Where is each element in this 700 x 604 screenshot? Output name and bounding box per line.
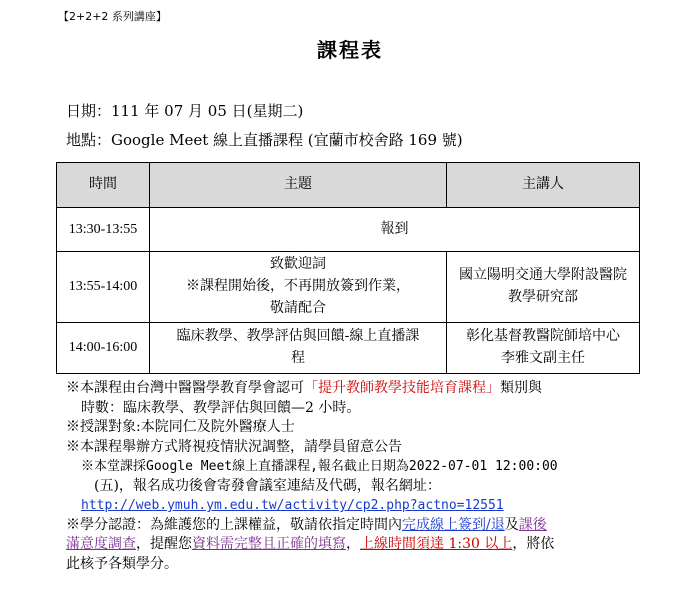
note-registration-cont: (五)，報名成功後會寄發會議室連結及代碼，報名網址： bbox=[94, 477, 441, 494]
speaker-line: 彰化基督教醫院師培中心 bbox=[466, 328, 620, 345]
note-text: ※學分認證：為維護您的上課權益，敬請依指定時間內 bbox=[66, 516, 402, 533]
note-audience: ※授課對象:本院同仁及院外醫療人士 bbox=[66, 419, 295, 435]
registration-link[interactable]: http://web.ymuh.ym.edu.tw/activity/cp2.php?actno=12551 bbox=[81, 498, 504, 513]
survey-link-cont[interactable]: 滿意度調查 bbox=[66, 536, 136, 552]
header-time: 時間 bbox=[57, 163, 150, 208]
course-category-highlight: 「提升教師教學技能培育課程」 bbox=[304, 380, 500, 396]
schedule-table bbox=[56, 162, 640, 374]
note-text: ※本課程由台灣中醫醫學教育學會認可 bbox=[66, 380, 304, 396]
topic-line: ※課程開始後，不再開放簽到作業， bbox=[186, 278, 410, 295]
sign-in-link[interactable]: 完成線上簽到/退 bbox=[402, 516, 505, 533]
online-time-highlight: 上線時間須達 1:30 以上 bbox=[360, 536, 513, 552]
topic-line: 臨床教學、教學評估與回饋-線上直播課 bbox=[176, 328, 420, 345]
note-registration: ※本堂課採Google Meet線上直播課程,報名截止日期為2022-07-01 12:00:00 bbox=[81, 459, 558, 474]
table-row bbox=[57, 323, 640, 374]
page-title: 課程表 bbox=[317, 38, 383, 62]
note-text: ，將依 bbox=[512, 536, 555, 552]
survey-link[interactable]: 課後 bbox=[518, 516, 547, 533]
speaker-line: 國立陽明交通大學附設醫院 bbox=[459, 267, 627, 284]
note-text: 及 bbox=[504, 516, 519, 533]
speaker-line: 教學研究部 bbox=[508, 289, 578, 305]
note-adjustment: ※本課程舉辦方式將視疫情狀況調整，請學員留意公告 bbox=[66, 438, 402, 455]
note-credit-end: 此核予各類學分。 bbox=[66, 555, 178, 572]
data-complete-highlight: 資料需完整且正確的填寫 bbox=[192, 536, 346, 552]
header-speaker: 主講人 bbox=[447, 163, 640, 208]
note-text: ，提醒您 bbox=[136, 536, 192, 552]
note-accreditation bbox=[66, 379, 666, 399]
row-time: 14:00-16:00 bbox=[57, 323, 150, 374]
course-date: 日期：111 年 07 月 05 日(星期二) bbox=[66, 102, 304, 120]
header-topic: 主題 bbox=[150, 163, 447, 208]
row-speaker bbox=[447, 252, 640, 323]
series-label: 【2+2+2 系列講座】 bbox=[58, 10, 167, 23]
row-topic bbox=[150, 252, 447, 323]
note-text: 類別與 bbox=[500, 380, 542, 396]
note-text: ， bbox=[346, 536, 360, 552]
note-credit bbox=[66, 516, 666, 536]
row-topic: 報到 bbox=[150, 208, 640, 252]
row-time: 13:55-14:00 bbox=[57, 252, 150, 323]
speaker-line: 李雅文副主任 bbox=[501, 350, 585, 366]
table-row bbox=[57, 208, 640, 252]
note-credit-cont bbox=[66, 535, 666, 555]
row-time: 13:30-13:55 bbox=[57, 208, 150, 252]
course-location: 地點：Google Meet 線上直播課程 (宜蘭市校舍路 169 號) bbox=[66, 131, 463, 149]
topic-line: 程 bbox=[291, 350, 305, 366]
row-topic bbox=[150, 323, 447, 374]
topic-line: 敬請配合 bbox=[270, 299, 326, 316]
table-row bbox=[57, 252, 640, 323]
registration-link-line bbox=[66, 496, 666, 516]
note-hours: 時數：臨床教學、教學評估與回饋—2 小時。 bbox=[81, 399, 361, 416]
row-speaker bbox=[447, 323, 640, 374]
notes-section bbox=[66, 379, 666, 574]
table-header-row bbox=[57, 163, 640, 208]
topic-line: 致歡迎詞 bbox=[270, 256, 326, 273]
